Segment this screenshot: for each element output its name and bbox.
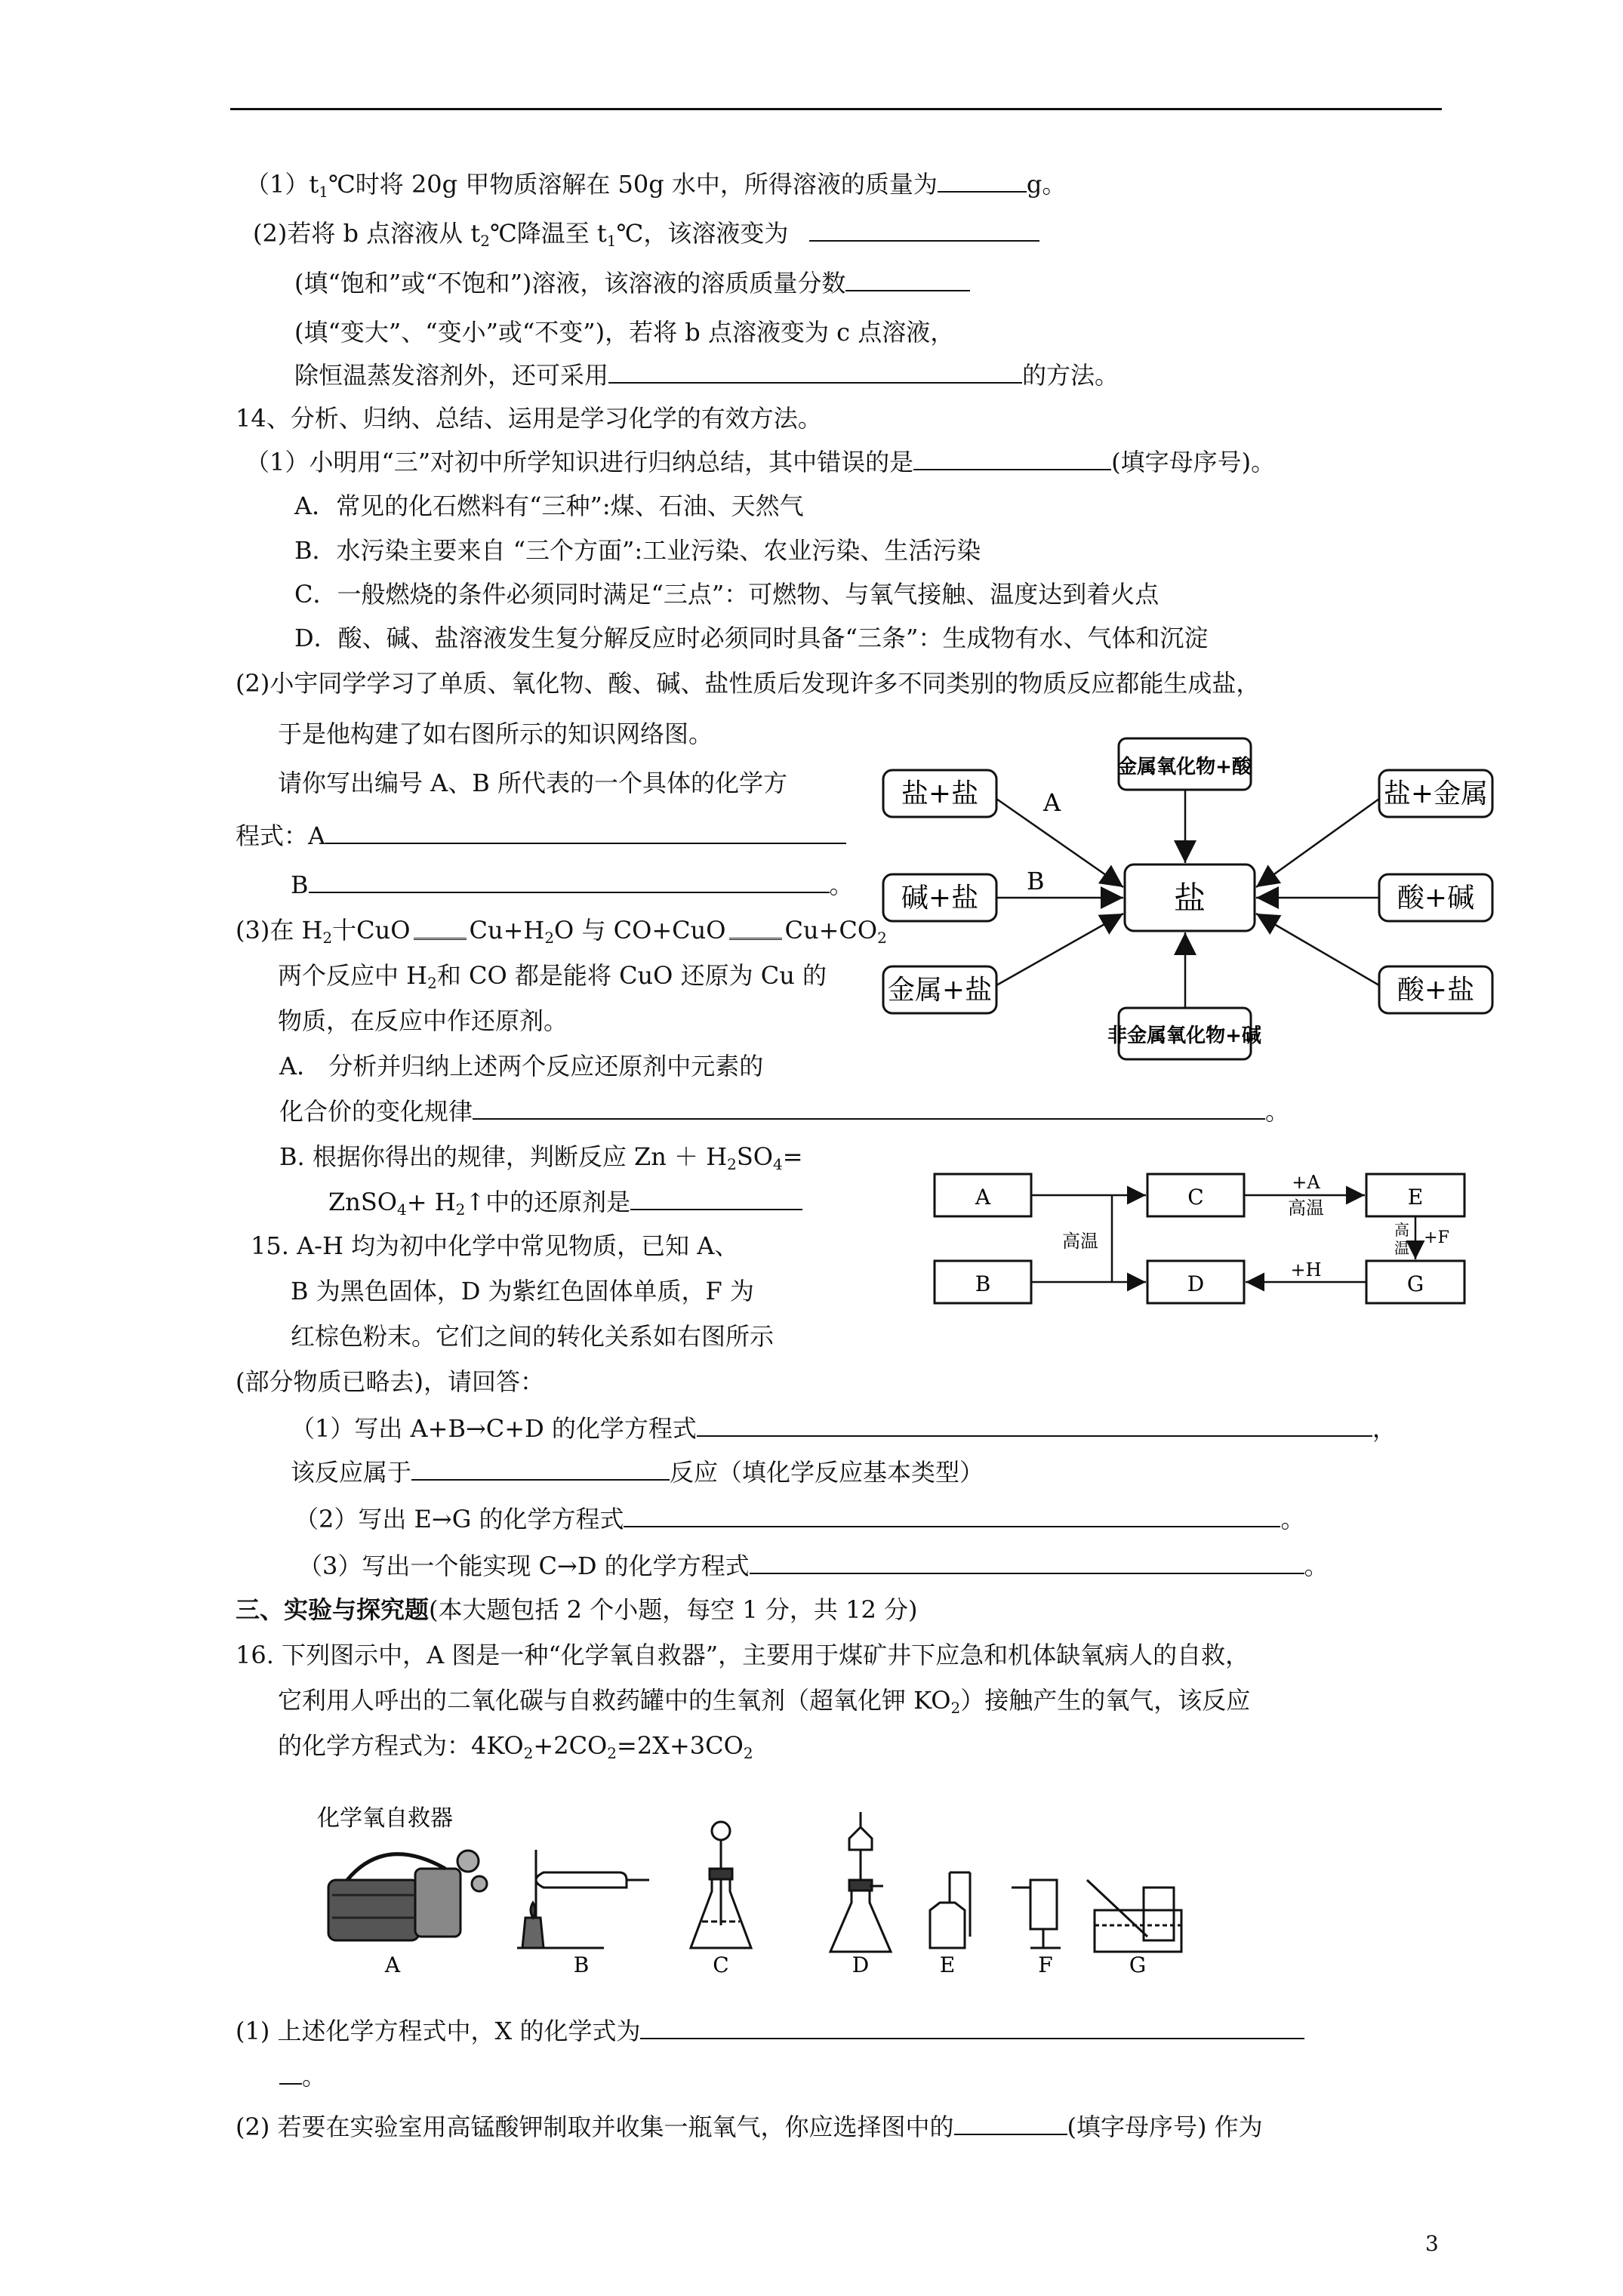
q13-part2-line1: (2)若将 b 点溶液从 $t_2℃$降温至 $t_1℃$，该溶液变为 [253, 217, 1039, 257]
q13-part2-line2: (填“饱和”或“不饱和”)溶液，该溶液的溶质质量分数 [294, 267, 970, 300]
node-label: 盐 [1173, 880, 1206, 917]
arrow-label-a: A [1043, 788, 1061, 817]
flow-condition: +F [1424, 1228, 1449, 1247]
self-rescuer-device [328, 1851, 487, 1940]
flow-condition: 高 [1394, 1221, 1409, 1239]
q15-line2: B 为黑色固体，D 为紫红色固体单质，F 为 [291, 1277, 754, 1305]
answer-blank[interactable] [473, 1096, 1265, 1120]
figure-label: A [384, 1952, 401, 1977]
heat-equals-sign [729, 924, 782, 940]
q14-part2-line5: B 。 [291, 871, 854, 899]
q14-part3-a-line1: A． 分析并归纳上述两个反应还原剂中元素的 [279, 1052, 764, 1080]
q16-line2: 它利用人呼出的二氧化碳与自救药罐中的生氧剂（超氧化钾 $KO_2$）接触产生的氧气，该反应 [278, 1686, 1251, 1717]
figure-label: E [939, 1952, 956, 1977]
answer-blank[interactable] [309, 869, 830, 893]
answer-blank[interactable] [845, 267, 970, 291]
q14-part3-b-line2: ZnSO$_4$+ $H_2↑$中的还原剂是 [328, 1185, 802, 1226]
apparatus-c-flask-funnel [691, 1822, 751, 1948]
q14-part2-line3: 请你写出编号 A、B 所代表的一个具体的化学方 [278, 769, 787, 797]
flow-condition: 温 [1394, 1239, 1409, 1257]
answer-blank[interactable] [913, 446, 1111, 470]
answer-blank[interactable] [750, 1550, 1304, 1574]
flow-node-b: B [975, 1271, 991, 1296]
flow-node-d: D [1187, 1271, 1205, 1296]
q14-part3-b-line1: B. 根据你得出的规律，判断反应 $Zn + H_2SO_4=$ [279, 1142, 803, 1173]
section3-heading: 三、实验与探究题(本大题包括 2 个小题，每空 1 分，共 12 分) [236, 1595, 918, 1624]
flow-node-g: G [1406, 1271, 1424, 1296]
q16-sub1-cont: 。 [279, 2060, 326, 2093]
q14-part1: （1）小明用“三”对初中所学知识进行归纳总结，其中错误的是 (填字母序号)。 [245, 448, 1276, 476]
q13-part2-line3: (填“变大”、“变小”或“不变”)，若将 b 点溶液变为 c 点溶液， [294, 318, 955, 347]
node-label: 金属+盐 [887, 975, 993, 1006]
apparatus-g-water-trough [1087, 1880, 1181, 1952]
q14-option-b: B．水污染主要来自 “三个方面”:工业污染、农业污染、生活污染 [294, 536, 981, 565]
q15-sub1: （1）写出 A+B→C+D 的化学方程式 ， [291, 1414, 1397, 1443]
answer-blank[interactable] [411, 1456, 670, 1481]
figure-label: B [573, 1952, 590, 1977]
flow-node-a: A [975, 1185, 991, 1210]
q15-sub3: （3）写出一个能实现 C→D 的化学方程式 。 [298, 1552, 1329, 1580]
answer-blank[interactable] [697, 1413, 1372, 1437]
q15-line4: (部分物质已略去)，请回答： [236, 1367, 544, 1396]
flow-condition: +A [1292, 1172, 1320, 1193]
flow-condition: +H [1290, 1259, 1322, 1281]
answer-blank[interactable] [624, 1503, 1280, 1527]
q14-part2-line2: 于是他构建了如右图所示的知识网络图。 [278, 720, 713, 748]
q16-line3: 的化学方程式为：$4KO_2+2CO_2=2X+3CO_2$ [278, 1731, 753, 1762]
q14-part2-line4: 程式：A [236, 819, 846, 852]
q16-line1: 16. 下列图示中，A 图是一种“化学氧自救器”，主要用于煤矿井下应急和机体缺氧病人的自救， [236, 1641, 1250, 1669]
q16-sub2: (2) 若要在实验室用高锰酸钾制取并收集一瓶氧气，你应选择图中的 (填字母序号) 作为 [236, 2113, 1263, 2141]
q14-title: 14、分析、归纳、总结、运用是学习化学的有效方法。 [236, 404, 822, 433]
q14-option-c: C．一般燃烧的条件必须同时满足“三点”：可燃物、与氧气接触、温度达到着火点 [294, 580, 1160, 609]
q14-part3-line2: 两个反应中 $H_2$和 CO 都是能将 CuO 还原为 Cu 的 [278, 961, 827, 992]
answer-blank[interactable] [279, 2060, 302, 2085]
figure-label: C [713, 1952, 729, 1977]
node-label: 酸+碱 [1397, 883, 1475, 914]
flow-condition: 高温 [1288, 1197, 1324, 1219]
q13-part2-line4: 除恒温蒸发溶剂外，还可采用 的方法。 [294, 361, 1119, 390]
q15-sub2: （2）写出 E→G 的化学方程式 。 [294, 1505, 1305, 1533]
node-label: 盐+盐 [901, 778, 979, 809]
apparatus-b-heating-tube [517, 1850, 649, 1948]
answer-blank[interactable] [809, 217, 1039, 242]
heat-equals-sign [414, 924, 467, 940]
figure-label: F [1038, 1952, 1053, 1977]
q15-line1: 15. A-H 均为初中化学中常见物质，已知 A、 [251, 1231, 739, 1260]
apparatus-e-gas-bottle [930, 1872, 970, 1948]
answer-blank[interactable] [640, 2015, 1304, 2039]
apparatus-f-inverted-bottle [1012, 1880, 1061, 1948]
figure-label: D [852, 1952, 870, 1977]
q14-option-a: A．常见的化石燃料有“三种”:煤、石油、天然气 [294, 492, 804, 520]
q14-part3-line1: (3)在 $H_2$十CuO $Cu+H_2O$ 与 CO+CuO $Cu+CO_2$ [236, 916, 887, 947]
answer-blank[interactable] [938, 168, 1027, 193]
flow-condition: 高温 [1062, 1231, 1098, 1252]
answer-blank[interactable] [325, 820, 846, 844]
q13-part1: $(1)t_1℃$时将 20g 甲物质溶解在 50g 水中，所得溶液的质量为 g。 [245, 170, 1067, 201]
salt-network-diagram [876, 725, 1495, 1080]
figure-label: G [1129, 1952, 1147, 1977]
node-label: 酸+盐 [1397, 975, 1475, 1006]
page-number: 3 [1425, 2231, 1439, 2256]
flow-node-c: C [1187, 1185, 1204, 1210]
q16-sub1: (1) 上述化学方程式中，X 的化学式为 [236, 2014, 1304, 2048]
q14-part3-line3: 物质，在反应中作还原剂。 [278, 1006, 568, 1035]
q14-part3-a-line2: 化合价的变化规律 。 [279, 1097, 1290, 1126]
node-label: 盐+金属 [1383, 778, 1489, 809]
apparatus-d-flask-separatory [830, 1812, 891, 1952]
node-label: 非金属氧化物+碱 [1107, 1025, 1261, 1047]
flow-node-e: E [1407, 1185, 1424, 1210]
q15-sub1-type: 该反应属于 反应（填化学反应基本类型） [291, 1458, 984, 1487]
conversion-flow-diagram [932, 1163, 1476, 1314]
arrow-label-b: B [1027, 867, 1045, 895]
node-label: 金属氧化物+酸 [1117, 756, 1252, 778]
q14-part2-line1: (2)小宇同学学习了单质、氧化物、酸、碱、盐性质后发现许多不同类别的物质反应都能生成盐， [236, 669, 1261, 698]
header-rule [230, 108, 1442, 110]
q14-option-d: D．酸、碱、盐溶液发生复分解反应时必须同时具备“三条”：生成物有水、气体和沉淀 [294, 624, 1209, 652]
answer-blank[interactable] [630, 1186, 802, 1210]
apparatus-figure [302, 1797, 1193, 1978]
node-label: 碱+盐 [901, 883, 979, 914]
answer-blank[interactable] [954, 2111, 1067, 2135]
answer-blank[interactable] [608, 359, 1022, 384]
q15-line3: 红棕色粉末。它们之间的转化关系如右图所示 [291, 1322, 775, 1351]
self-rescuer-label: 化学氧自救器 [317, 1805, 453, 1832]
